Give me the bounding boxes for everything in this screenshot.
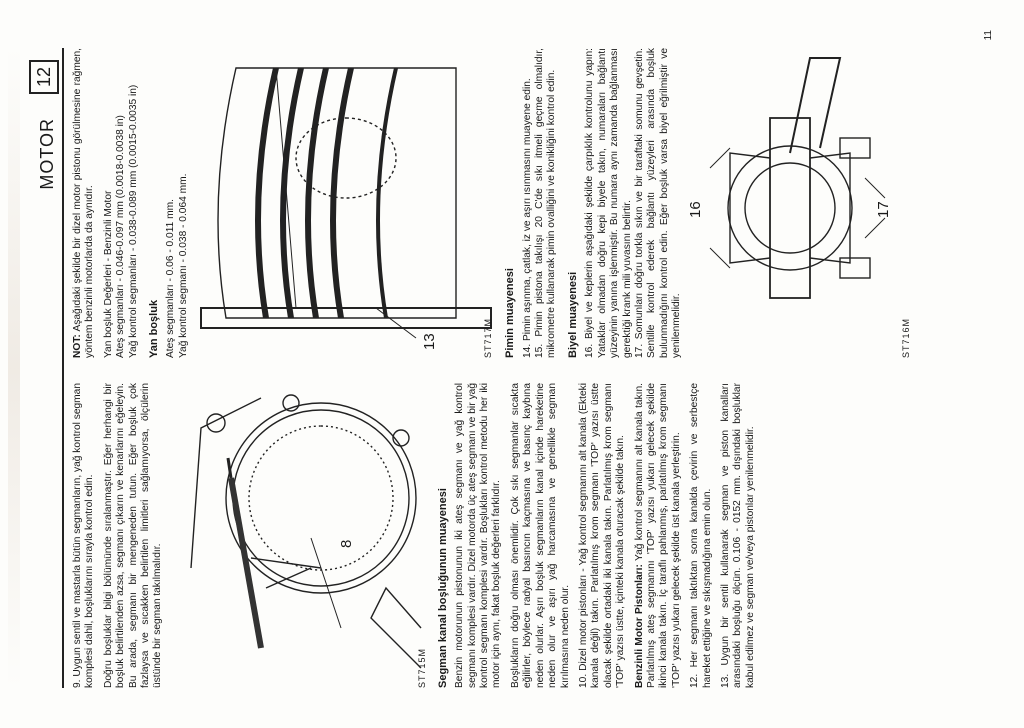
page-stain xyxy=(8,48,20,688)
callout-8: 8 xyxy=(337,539,355,548)
benzinli-text: Yağ kontrol segmanını alt kanala takın. Parlatılmış ateş segmanını 'TOP' yazısı yukarı gelecek şekilde ikinci kanala takın. İç taraflı pahlanmış, parlatılmış krom segmanı 'TOP' yazısı yukarı gelecek şekilde üst kanala yerleştirin. xyxy=(633,383,682,688)
note-text: Aşağıdaki şekilde bir dizel motor pistonu görülmesine rağmen, yöntem benzinli motorlarda da aynıdır. xyxy=(72,48,96,358)
para-bosluk: Boşlukların doğru olması önemlidir. Çok sıkı segmanlar sıcakta eğilirler, böylece radyal basıncın kaçmasına ve basınç kaybına neden olurlar. Aşırı boşluk segmanların kanal içinde hareketine neden olur ve aşırı yağ harcamasına ve genellikle segman kırılmasına neden olur. xyxy=(509,383,571,688)
figure-code-st717m: ST717M xyxy=(483,317,494,358)
note-para xyxy=(72,48,97,358)
side-clearance-compression: Ateş segmanları - 0.06 - 0.011 mm. xyxy=(165,199,177,358)
column-left xyxy=(72,383,763,688)
clearance-compression: Ateş segmanları - 0.046-0.097 mm (0.0018-0.0038 in) xyxy=(115,115,127,358)
piston-ring-gap-illustration xyxy=(171,383,429,688)
figure-st717m xyxy=(196,48,496,358)
page-number-box: 12 xyxy=(29,60,59,94)
para-13: 13. Uygun bir sentil kullanarak segman ve piston kanalları arasındaki boşluğu ölçün. 0.106 - 0152 mm. dışındaki boşluklar kabul edilmez ve segman ve/veya pistonlar yenilenmelidir. xyxy=(719,383,756,688)
page-header xyxy=(28,48,64,688)
figure-code-st715m: ST715M xyxy=(416,647,427,688)
para-9b: Doğru boşluklar bilgi bölümünde sıralanmaştır. Eğer herhangi bir boşluk belirtilenden azsa, segmanı çıkarın ve kenarlarını eğeleyin. Bu arada, segmanı bir mengeneden tutun. Eğer boşluk çok fazlaysa ve sıcakken belirtilen limitleri sağlamıyorsa, ölçülerin üstünde bir segman takılmalıdır. xyxy=(102,383,164,688)
callout-16: 16 xyxy=(686,201,704,218)
figure-st716m xyxy=(686,48,900,358)
para-15: 15. Pimin pistona takılışı 20 C'de sıkı itmeli geçme olmalıdır, mikrometre kullanarak pimin ovalliğini ve konikliğini kontrol edin. xyxy=(534,48,558,358)
para-12: 12. Her segmanı taktıktan sonra kanalda çevirin ve serbestçe hareket ettiğine ve sıkışmadığına emin olun. xyxy=(689,383,713,688)
conrod-illustration xyxy=(686,48,900,358)
footer-page-number: 11 xyxy=(983,30,994,41)
side-clearance-oil: Yağ kontrol segmanı - 0.038 - 0.064 mm. xyxy=(177,173,189,358)
heading-side-clearance: Yan boşluk xyxy=(148,299,161,358)
benzinli-label: Benzinli Motor Pistonları: xyxy=(633,564,645,688)
para-benzin: Benzin motorunun pistonunun iki ateş segmanı ve yağ kontrol segmanı komplesi vardır. Dizel motorda üç ateş segmanı ve bir yağ kontrol segmanı komplesi vardır. Boşlukları kontrol metodu her iki motor için aynı, fakat boşluk değerleri farklıdır. xyxy=(454,383,503,688)
para-benzinli xyxy=(634,383,684,688)
heading-conrod-inspection: Biyel muayenesi xyxy=(566,271,579,358)
para-9: 9. Uygun sentil ve mastarla bütün segmanların, yağ kontrol segman komplesi dahil, boşluklarını sırayla kontrol edin. xyxy=(72,383,96,688)
heading-ring-groove: Segman kanal boşluğunun muayenesi xyxy=(436,488,449,688)
para-16: 16. Biyel ve keplerin aşağıdaki şekilde çarpıklık kontrolunu yapın: Yataklar olmadan doğru kepi biyele takın, numaraları bağlantı yüzeyinin yanına işlenmiştir. Bu numara aynı zamanda bağlanması gerektiği krank mili yuvasını belirtir. xyxy=(584,48,633,358)
clearance-oil: Yağ kontrol segmanları - 0.038-0.089 mm (0.0015-0.0035 in) xyxy=(127,84,139,358)
note-label: NOT: xyxy=(72,334,83,358)
para-14: 14. Pimin aşınma, çatlak, iz ve aşırı ısınmasını muayene edin. xyxy=(521,78,533,358)
clearance-title: Yan boşluk Değerleri - Benzinli Motor xyxy=(102,190,114,358)
piston-feeler-gauge-illustration xyxy=(196,48,496,358)
heading-pin-inspection: Pimin muayenesi xyxy=(504,268,517,358)
callout-17: 17 xyxy=(874,201,892,218)
para-17: 17. Somunları doğru torkla sıkın ve bir taraftaki somunu gevşetin. Sentille kontrol ederek bağlantı yüzeyleri arasında boşluk bulunmadığını kontrol edin. Eğer boşluk varsa biyel eğrilmiştir ve yenilenmelidir. xyxy=(633,48,683,358)
header-title: MOTOR xyxy=(37,118,57,190)
callout-13: 13 xyxy=(421,333,439,350)
figure-code-st716m: ST716M xyxy=(900,317,911,358)
column-right xyxy=(72,48,913,358)
figure-st715m xyxy=(171,383,429,688)
para-10: 10. Dizel motor pistonları - Yağ kontrol segmanını alt kanala (Ekteki kanala değil) takın. Parlatılmış krom segmanı 'TOP' yazısı üstte olacak şekilde ortadaki iki kanala takın. Parlatılmış krom segmanı 'TOP' yazısı üstte, içinteki kanala oturacak şekilde takın. xyxy=(577,383,627,688)
